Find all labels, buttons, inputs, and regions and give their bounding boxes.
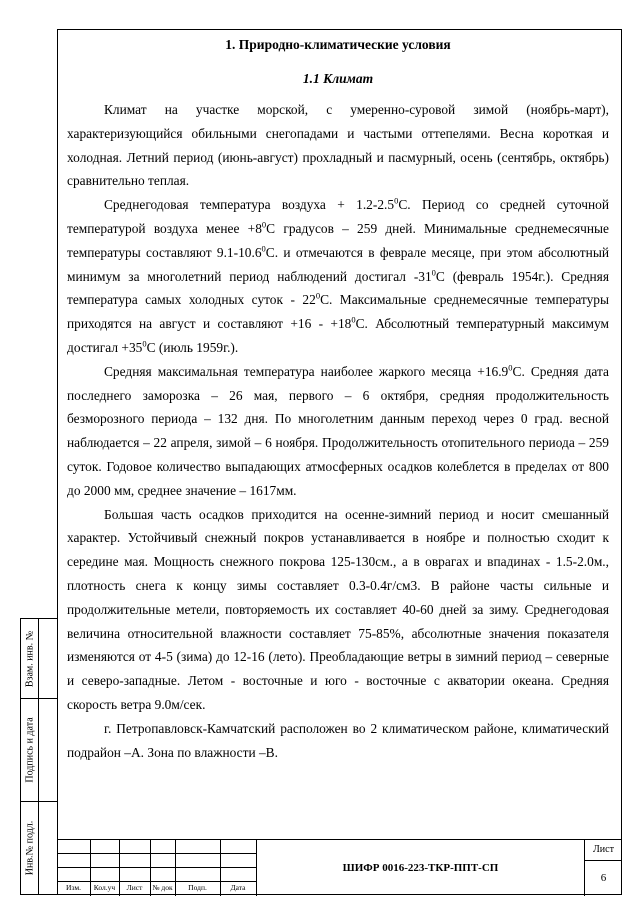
paragraph-text: г. Петропавловск-Камчатский расположен во 2 климатическом районе, климатический подрайон –А. Зона по влажности –В.: [67, 720, 609, 760]
sheet-box: [584, 840, 622, 896]
side-label-inventory: Инв.№ подл.: [24, 820, 35, 876]
paragraph: [67, 717, 609, 765]
paragraph-text: Средняя максимальная температура наиболее жаркого месяца +16.9: [104, 363, 509, 379]
document-code: ШИФР 0016-223-ТКР-ППТ-СП: [256, 840, 584, 896]
paragraph-text: С градусов – 259 дней. Минимальные среднемесячные температуры составляют 9.1-10.6: [67, 220, 609, 260]
section-heading: 1. Природно-климатические условия: [225, 37, 451, 52]
subsection-heading: 1.1 Климат: [302, 71, 374, 86]
degree-superscript: 0: [431, 267, 436, 278]
hdr-doc: № док: [152, 883, 173, 892]
paragraph-text: С. Средняя дата последнего заморозка – 26 мая, первого – 6 октября, средняя продолжительность безморозного периода – 132 дня. По многолетним данным переход через 0 град. весной наблюдается – 22 апреля, зимой – 6 ноября. Продолжительность отопительного периода – 259 суток. Годовое количество выпадающих атмосферных осадков колеблется в пределах от 800 до 2000 мм, среднее значение – 1617мм.: [67, 363, 609, 498]
side-cell-inventory: [21, 802, 58, 894]
hdr-count: Кол.уч: [93, 883, 116, 892]
document-content: [67, 33, 609, 764]
hdr-sheet: Лист: [126, 883, 143, 892]
document-body: [67, 98, 609, 764]
paragraph-text: С. Абсолютный температурный максимум достигал +35: [67, 316, 609, 355]
paragraph-text: С (февраль 1954г.). Средняя температура самых холодных суток - 22: [67, 268, 609, 308]
paragraph-text: С. и отмечаются в феврале месяце, при этом абсолютный минимум за многолетний период наблюдений достигал -31: [67, 244, 609, 284]
degree-superscript: 0: [315, 290, 321, 301]
title-block: [57, 839, 622, 895]
side-cell-signature: [21, 699, 58, 802]
hdr-date: Дата: [230, 883, 246, 892]
degree-superscript: 0: [142, 338, 147, 349]
paragraph: [67, 360, 609, 503]
sheet-label: Лист: [585, 840, 622, 861]
paragraph-text: С. Максимальные среднемесячные температуры приходятся на август и составляют +16 - +18: [67, 292, 609, 332]
side-label-replace: Взам. инв. №: [24, 630, 35, 687]
paragraph: [67, 193, 609, 360]
degree-superscript: 0: [508, 362, 513, 373]
degree-superscript: 0: [261, 243, 266, 254]
paragraph-text: Климат на участке морской, с умеренно-суровой зимой (ноябрь-март), характеризующийся обильными снегопадами и частыми оттепелями. Весна короткая и холодная. Летний период (июнь-август) прохладный и пасмурный, осень (сентябрь, октябрь) сравнительно теплая.: [67, 102, 609, 189]
degree-superscript: 0: [351, 314, 356, 325]
paragraph-text: С. Период со средней суточной температурой воздуха менее +8: [67, 197, 609, 236]
paragraph-text: Большая часть осадков приходится на осенне-зимний период и носит смешанный характер. Устойчивый снежный покров устанавливается в ноябре и полностью сходит к середине мая. Мощность снежного покрова 125-130см., а в оврагах и впадинах - 1.5-2.0м., плотность снега к концу зимы составляет 0.3-0.4г/см3. В районе часты сильные и продолжительные метели, повторяемость их составляет 40-60 дней за зиму. Среднегодовая величина относительной влажности составляет 75-85%, абсолютные значения показателя изменяются от 4-5 (зима) до 12-16 (лето). Преобладающие ветры в зимний период – северные и северо-западные. Летом - восточные и юго - восточные с акватории океана. Средняя скорость ветра 9.0м/сек.: [67, 506, 609, 712]
side-cell-replace: [21, 619, 58, 699]
hdr-sign: Подп.: [188, 883, 207, 892]
sheet-number: 6: [600, 872, 607, 884]
paragraph: [67, 503, 609, 717]
hdr-change: Изм.: [66, 883, 81, 892]
side-label-signature: Подпись и дата: [24, 717, 35, 783]
side-stamp: [20, 618, 58, 895]
revision-grid: [57, 840, 256, 896]
degree-superscript: 0: [394, 195, 399, 206]
paragraph: [67, 98, 609, 193]
paragraph-text: С (июль 1959г.).: [146, 339, 239, 355]
paragraph-text: Среднегодовая температура воздуха + 1.2-2.5: [104, 197, 395, 213]
degree-superscript: 0: [261, 219, 267, 230]
